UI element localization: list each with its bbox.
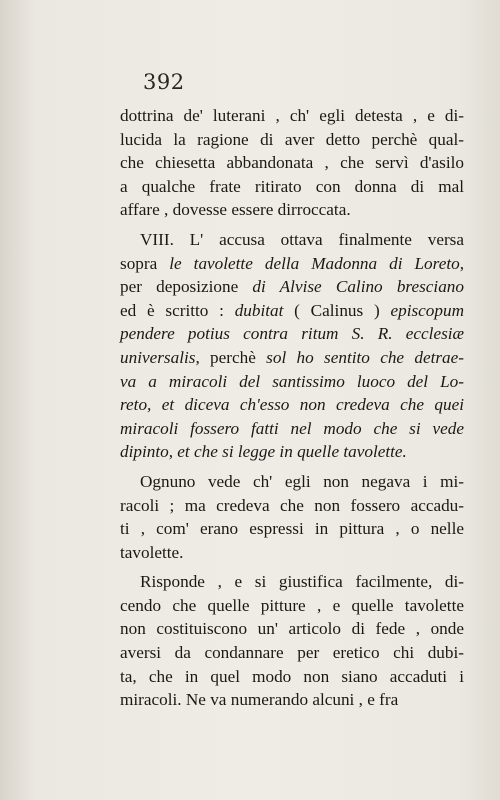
text-run: per deposizione xyxy=(120,277,253,297)
text-run: a qualche frate ritirato con donna di mal xyxy=(120,176,464,196)
text-line xyxy=(120,128,464,152)
text-run: sopra xyxy=(120,253,170,273)
paragraph xyxy=(120,104,464,222)
text-line xyxy=(120,228,464,252)
text-run: affare , dovesse essere dirroccata. xyxy=(120,200,351,220)
text-line xyxy=(120,688,464,712)
paragraph xyxy=(120,470,464,564)
text-line xyxy=(120,175,464,199)
text-line xyxy=(120,641,464,665)
text-line xyxy=(120,665,464,689)
page-number: 392 xyxy=(143,70,185,94)
text-run: miracoli. Ne va numerando alcuni , e fra xyxy=(120,690,399,710)
text-line xyxy=(120,517,464,541)
text-run: ed è scritto : xyxy=(120,300,235,320)
text-run: aversi da condannare per eretico chi dubi- xyxy=(120,643,464,663)
text-run: racoli ; ma credeva che non fossero accadu- xyxy=(120,495,464,515)
text-line xyxy=(120,275,464,299)
text-run: , xyxy=(459,253,464,273)
italic-run: di Alvise Calino bresciano xyxy=(252,277,464,297)
text-line xyxy=(120,370,464,394)
text-run: Risponde , e si giustifica facilmente, di- xyxy=(140,572,464,592)
italic-run: universalis xyxy=(120,347,196,367)
italic-run: dipinto xyxy=(120,442,169,462)
text-line xyxy=(120,594,464,618)
text-line xyxy=(120,494,464,518)
italic-run: et che si legge in quelle tavolette. xyxy=(177,442,407,462)
text-run: non costituiscono un' articolo di fede , onde xyxy=(120,619,464,639)
page-text xyxy=(120,104,464,712)
text-run: , xyxy=(168,442,178,462)
text-line xyxy=(120,151,464,175)
paragraph xyxy=(120,228,464,464)
italic-run: va a miracoli del santissimo luoco del Lo- xyxy=(120,371,464,391)
italic-run: sol ho sentito che detrae- xyxy=(266,347,464,367)
italic-run: pendere potius contra ritum S. R. ecclesiæ xyxy=(120,324,464,344)
text-run: lucida la ragione di aver detto perchè qual- xyxy=(120,129,464,149)
text-line xyxy=(120,322,464,346)
text-run: ta, che in quel modo non siano accaduti i xyxy=(120,666,464,686)
text-run: VIII. L' accusa ottava finalmente versa xyxy=(140,229,464,249)
text-line xyxy=(120,617,464,641)
text-line xyxy=(120,299,464,323)
text-run: , perchè xyxy=(195,347,267,367)
text-run: ti , com' erano espressi in pittura , o nelle xyxy=(120,519,464,539)
text-run: Ognuno vede ch' egli non negava i mi- xyxy=(140,471,464,491)
italic-run: dubitat xyxy=(234,300,284,320)
text-line xyxy=(120,570,464,594)
text-line xyxy=(120,104,464,128)
italic-run: miracoli fossero fatti nel modo che si vede xyxy=(120,418,464,438)
text-line xyxy=(120,440,464,464)
text-line xyxy=(120,198,464,222)
text-run: cendo che quelle pitture , e quelle tavolette xyxy=(120,595,464,615)
text-line xyxy=(120,393,464,417)
italic-run: le tavolette della Madonna di Loreto xyxy=(169,253,460,273)
text-line xyxy=(120,252,464,276)
text-line xyxy=(120,541,464,565)
italic-run: reto, et diceva ch'esso non credeva che quei xyxy=(120,395,464,415)
text-line xyxy=(120,417,464,441)
text-run: ( Calinus ) xyxy=(283,300,391,320)
italic-run: episcopum xyxy=(390,300,464,320)
text-line xyxy=(120,346,464,370)
text-run: dottrina de' luterani , ch' egli detesta , e di- xyxy=(120,106,464,125)
paragraph xyxy=(120,570,464,712)
text-run: che chiesetta abbandonata , che servì d'asilo xyxy=(120,153,464,173)
text-line xyxy=(120,470,464,494)
text-run: tavolette. xyxy=(120,542,184,562)
